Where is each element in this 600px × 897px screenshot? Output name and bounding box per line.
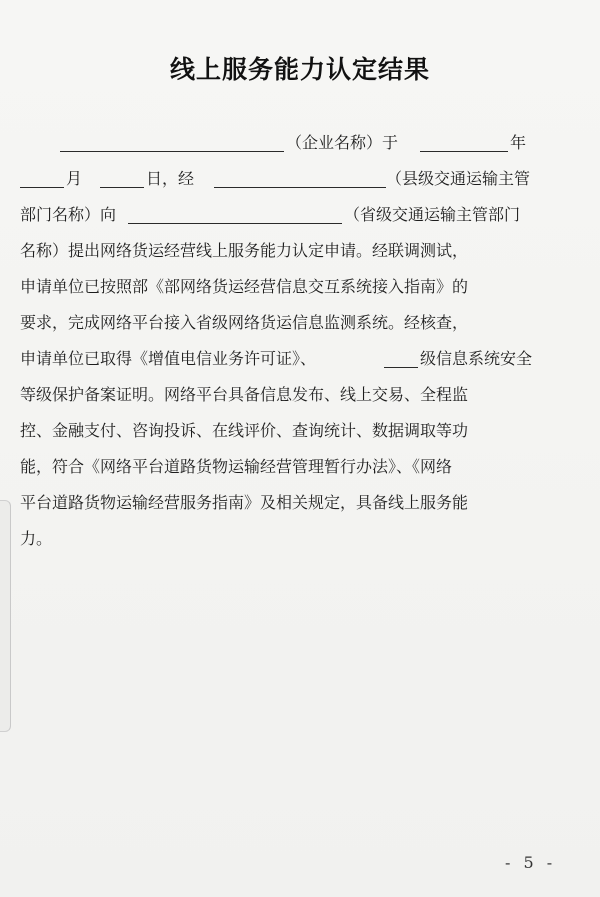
body-line-8 <box>0 377 600 413</box>
month-label: 月 <box>66 169 83 188</box>
body-text: 申请单位已取得《增值电信业务许可证》、 <box>20 349 317 368</box>
body-line-1 <box>0 125 600 161</box>
body-text: 平台道路货物运输经营服务指南》及相关规定，具备线上服务能 <box>20 493 469 512</box>
body-text: 力。 <box>20 529 53 548</box>
enterprise-label: （企业名称）于 <box>286 133 399 152</box>
body-line-6 <box>0 305 600 341</box>
body-line-9 <box>0 413 600 449</box>
year-label: 年 <box>510 133 527 152</box>
body-line-5 <box>0 269 600 305</box>
year-blank <box>420 151 508 152</box>
county-dept-label: （县级交通运输主管 <box>386 169 531 188</box>
body-text: 名称）提出网络货运经营线上服务能力认定申请。经联调测试， <box>20 241 469 260</box>
body-text: 级信息系统安全 <box>420 349 533 368</box>
province-dept-blank <box>128 223 342 224</box>
month-blank <box>20 187 64 188</box>
dept-name-label: 部门名称）向 <box>20 205 117 224</box>
body-line-2 <box>0 161 600 197</box>
province-dept-label: （省级交通运输主管部门 <box>344 205 521 224</box>
county-dept-blank <box>214 187 386 188</box>
body-line-3 <box>0 197 600 233</box>
body-text: 等级保护备案证明。网络平台具备信息发布、线上交易、全程监 <box>20 385 469 404</box>
body-text: 能，符合《网络平台道路货物运输经营管理暂行办法》、《网络 <box>20 457 453 476</box>
page-edge-shadow <box>0 500 11 732</box>
body-text: 申请单位已按照部《部网络货运经营信息交互系统接入指南》的 <box>20 277 469 296</box>
body-line-7 <box>0 341 600 377</box>
body-text: 控、金融支付、咨询投诉、在线评价、查询统计、数据调取等功 <box>20 421 469 440</box>
body-line-11 <box>0 485 600 521</box>
security-level-blank <box>384 367 418 368</box>
page-number: - 5 - <box>505 853 557 872</box>
body-line-4 <box>0 233 600 269</box>
body-line-10 <box>0 449 600 485</box>
day-label: 日，经 <box>146 169 195 188</box>
body-line-12 <box>0 521 600 557</box>
enterprise-name-blank <box>60 151 284 152</box>
document-title: 线上服务能力认定结果 <box>169 55 430 84</box>
body-text: 要求，完成网络平台接入省级网络货运信息监测系统。经核查， <box>20 313 469 332</box>
day-blank <box>100 187 144 188</box>
